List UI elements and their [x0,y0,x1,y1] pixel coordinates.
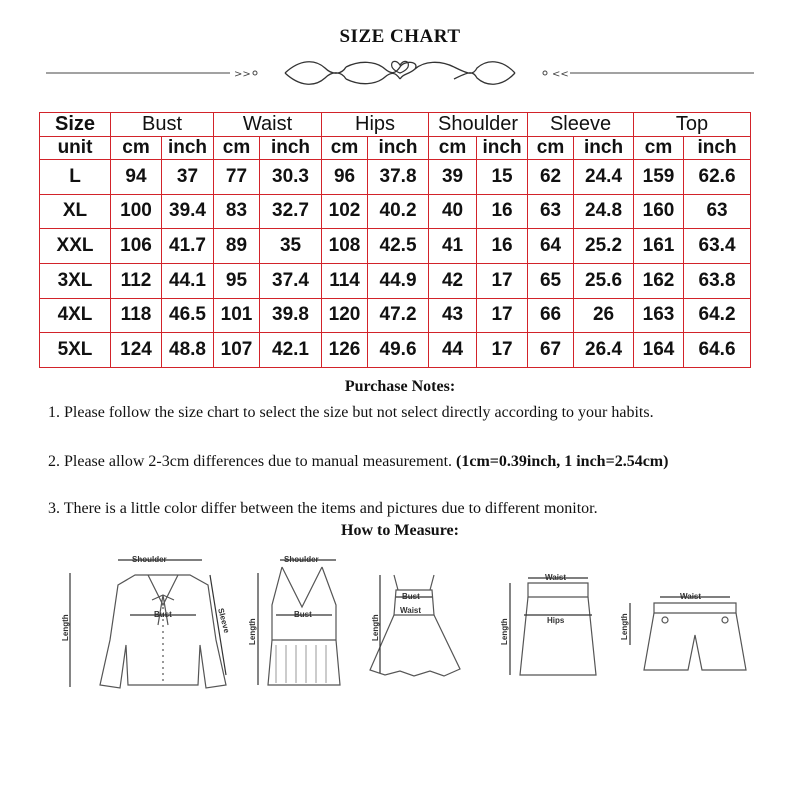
unit-cell: cm [429,137,477,160]
table-cell: 26.4 [574,333,634,368]
size-cell: L [40,160,111,195]
table-cell: 43 [429,298,477,333]
table-cell: 17 [477,298,528,333]
table-cell: 95 [214,263,260,298]
table-cell: 44 [429,333,477,368]
unit-cell: inch [477,137,528,160]
table-cell: 42.5 [368,229,429,264]
table-cell: 120 [322,298,368,333]
blouse-sleeve-label: Sleeve [216,607,232,635]
shorts-length-label: Length [620,613,629,640]
table-cell: 41 [429,229,477,264]
unit-cell: cm [111,137,162,160]
table-cell: 39.4 [162,194,214,229]
table-row [40,263,751,298]
table-cell: 163 [634,298,684,333]
table-cell: 126 [322,333,368,368]
table-cell: 30.3 [260,160,322,195]
col-header-size: Size [40,113,111,137]
table-cell: 89 [214,229,260,264]
skirt-waist-label: Waist [545,573,567,582]
table-cell: 17 [477,263,528,298]
size-cell: 3XL [40,263,111,298]
table-cell: 161 [634,229,684,264]
size-cell: XXL [40,229,111,264]
shorts-waist-label: Waist [680,592,702,601]
table-cell: 67 [528,333,574,368]
table-cell: 114 [322,263,368,298]
size-cell: XL [40,194,111,229]
unit-cell: inch [260,137,322,160]
table-cell: 108 [322,229,368,264]
skirt-hips-label: Hips [547,616,565,625]
table-cell: 162 [634,263,684,298]
table-cell: 64 [528,229,574,264]
table-cell: 25.6 [574,263,634,298]
unit-cell: cm [528,137,574,160]
dress-illustration [370,575,460,676]
skirt-illustration [510,578,596,675]
header-row [40,113,751,137]
unit-cell: inch [368,137,429,160]
table-row [40,333,751,368]
table-cell: 64.6 [684,333,751,368]
table-cell: 24.8 [574,194,634,229]
table-cell: 83 [214,194,260,229]
table-cell: 44.1 [162,263,214,298]
table-cell: 160 [634,194,684,229]
table-cell: 37.4 [260,263,322,298]
unit-cell: inch [684,137,751,160]
table-cell: 159 [634,160,684,195]
page-title: SIZE CHART [339,26,461,47]
table-cell: 64.2 [684,298,751,333]
table-cell: 101 [214,298,260,333]
ornamental-divider [40,56,760,90]
unit-cell: inch [162,137,214,160]
table-cell: 107 [214,333,260,368]
table-cell: 40.2 [368,194,429,229]
table-cell: 35 [260,229,322,264]
table-cell: 16 [477,229,528,264]
table-row [40,229,751,264]
blouse-illustration [70,560,226,688]
size-cell: 5XL [40,333,111,368]
table-cell: 37.8 [368,160,429,195]
blouse-length-label: Length [61,614,70,641]
svg-text:>>: >> [234,69,251,80]
table-cell: 63.8 [684,263,751,298]
note-3: 3. There is a little color differ between the items and pictures due to different monitor. [48,500,598,517]
measurement-illustrations [40,545,760,695]
blouse-bust-label: Bust [154,610,172,619]
svg-text:<<: << [552,69,569,80]
table-cell: 62 [528,160,574,195]
note-1: 1. Please follow the size chart to select the size but not select directly according to your habits. [48,404,654,421]
blouse-shoulder-label: Shoulder [132,555,167,564]
table-row [40,160,751,195]
skirt-length-label: Length [500,618,509,645]
col-header-sleeve: Sleeve [528,113,634,137]
note-2-conversion: (1cm=0.39inch, 1 inch=2.54cm) [456,453,669,470]
col-header-bust: Bust [111,113,214,137]
table-cell: 32.7 [260,194,322,229]
dress-bust-label: Bust [402,592,420,601]
unit-cell: cm [322,137,368,160]
table-cell: 16 [477,194,528,229]
note-2 [48,450,768,474]
table-cell: 63 [684,194,751,229]
table-cell: 26 [574,298,634,333]
table-cell: 41.7 [162,229,214,264]
col-header-hips: Hips [322,113,429,137]
table-cell: 77 [214,160,260,195]
unit-cell: inch [574,137,634,160]
vest-illustration [258,560,340,685]
table-cell: 39.8 [260,298,322,333]
table-cell: 164 [634,333,684,368]
table-cell: 106 [111,229,162,264]
col-header-top: Top [634,113,751,137]
table-row [40,194,751,229]
table-cell: 102 [322,194,368,229]
dress-waist-label: Waist [400,606,422,615]
table-cell: 94 [111,160,162,195]
table-cell: 63 [528,194,574,229]
table-cell: 46.5 [162,298,214,333]
unit-cell: cm [634,137,684,160]
dress-length-label: Length [371,614,380,641]
size-chart-table [39,112,751,368]
table-cell: 42 [429,263,477,298]
table-cell: 62.6 [684,160,751,195]
unit-label: unit [40,137,111,160]
table-cell: 17 [477,333,528,368]
col-header-waist: Waist [214,113,322,137]
table-cell: 118 [111,298,162,333]
col-header-shoulder: Shoulder [429,113,528,137]
table-cell: 39 [429,160,477,195]
table-cell: 24.4 [574,160,634,195]
table-cell: 44.9 [368,263,429,298]
how-to-measure-title: How to Measure: [341,522,459,539]
vest-shoulder-label: Shoulder [284,555,319,564]
purchase-notes-title: Purchase Notes: [344,378,456,395]
table-cell: 42.1 [260,333,322,368]
table-cell: 63.4 [684,229,751,264]
size-cell: 4XL [40,298,111,333]
note-2-text: 2. Please allow 2-3cm differences due to manual measurement. [48,453,457,470]
table-cell: 65 [528,263,574,298]
shorts-illustration [630,597,746,670]
table-cell: 40 [429,194,477,229]
vest-bust-label: Bust [294,610,312,619]
table-cell: 37 [162,160,214,195]
vest-length-label: Length [248,618,257,645]
table-cell: 112 [111,263,162,298]
table-cell: 47.2 [368,298,429,333]
table-cell: 48.8 [162,333,214,368]
table-cell: 25.2 [574,229,634,264]
table-cell: 100 [111,194,162,229]
unit-cell: cm [214,137,260,160]
table-cell: 66 [528,298,574,333]
table-cell: 15 [477,160,528,195]
table-cell: 96 [322,160,368,195]
units-row [40,137,751,160]
table-row [40,298,751,333]
table-cell: 124 [111,333,162,368]
table-cell: 49.6 [368,333,429,368]
